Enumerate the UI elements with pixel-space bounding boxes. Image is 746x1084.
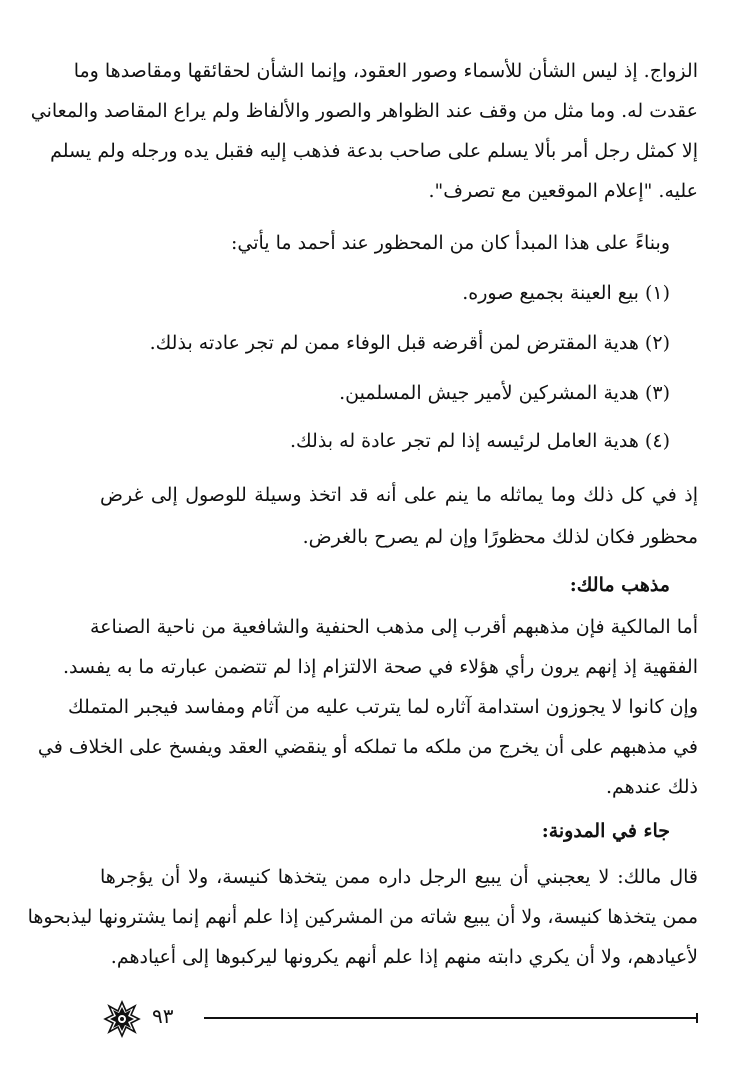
body-line: الفقهية إذ إنهم يرون رأي هؤلاء في صحة الالتزام إذا لم تتضمن عبارته ما به يفسد. [63, 656, 698, 678]
page-number: ٩٣ [152, 1004, 174, 1028]
list-item: (٣) هدية المشركين لأمير جيش المسلمين. [339, 382, 670, 404]
list-item: (٢) هدية المقترض لمن أقرضه قبل الوفاء ممن لم تجر عادته بذلك. [149, 332, 670, 354]
section-heading: مذهب مالك: [569, 574, 670, 596]
body-line: عليه. "إعلام الموقعين مع تصرف". [428, 180, 698, 202]
eight-point-star-ornament-icon [104, 1001, 140, 1037]
body-line: وبناءً على هذا المبدأ كان من المحظور عند أحمد ما يأتي: [230, 232, 670, 254]
body-line: أما المالكية فإن مذهبهم أقرب إلى مذهب الحنفية والشافعية من ناحية الصناعة [89, 616, 698, 638]
body-line: عقدت له. وما مثل من وقف عند الظواهر والصور والألفاظ ولم يراع المقاصد والمعاني [30, 100, 698, 122]
list-item: (١) بيع العينة بجميع صوره. [462, 282, 670, 304]
body-line: وإن كانوا لا يجوزون استدامة آثاره لما يترتب عليه من آثام ومفاسد فيجبر المتملك [67, 696, 698, 718]
body-line: إلا كمثل رجل أمر بألا يسلم على صاحب بدعة فذهب إليه فقبل يده ورجله ولم يسلم [50, 140, 698, 162]
body-line: ممن يتخذها كنيسة، ولا أن يبيع شاته من المشركين إذا علم أنهم إنما يشترونها ليذبحوها [27, 906, 698, 928]
list-item: (٤) هدية العامل لرئيسه إذا لم تجر عادة له بذلك. [289, 430, 670, 452]
body-line: محظور فكان لذلك محظورًا وإن لم يصرح بالغرض. [302, 526, 698, 548]
body-line: في مذهبهم على أن يخرج من ملكه ما تملكه أو ينقضي العقد ويفسخ على الخلاف في [37, 736, 698, 758]
section-heading: جاء في المدونة: [541, 820, 670, 842]
body-line: إذ في كل ذلك وما يماثله ما ينم على أنه قد اتخذ وسيلة للوصول إلى غرض [100, 484, 698, 506]
body-line: لأعيادهم، ولا أن يكري دابته منهم إذا علم أنهم يكرونها ليركبوها إلى أعيادهم. [110, 946, 698, 968]
footer-rule [204, 1017, 698, 1019]
body-line: ذلك عندهم. [605, 776, 698, 798]
body-line: الزواج. إذ ليس الشأن للأسماء وصور العقود، وإنما الشأن لحقائقها ومقاصدها وما [73, 60, 698, 82]
body-line: قال مالك: لا يعجبني أن يبيع الرجل داره ممن يتخذها كنيسة، ولا أن يؤجرها [100, 866, 698, 888]
